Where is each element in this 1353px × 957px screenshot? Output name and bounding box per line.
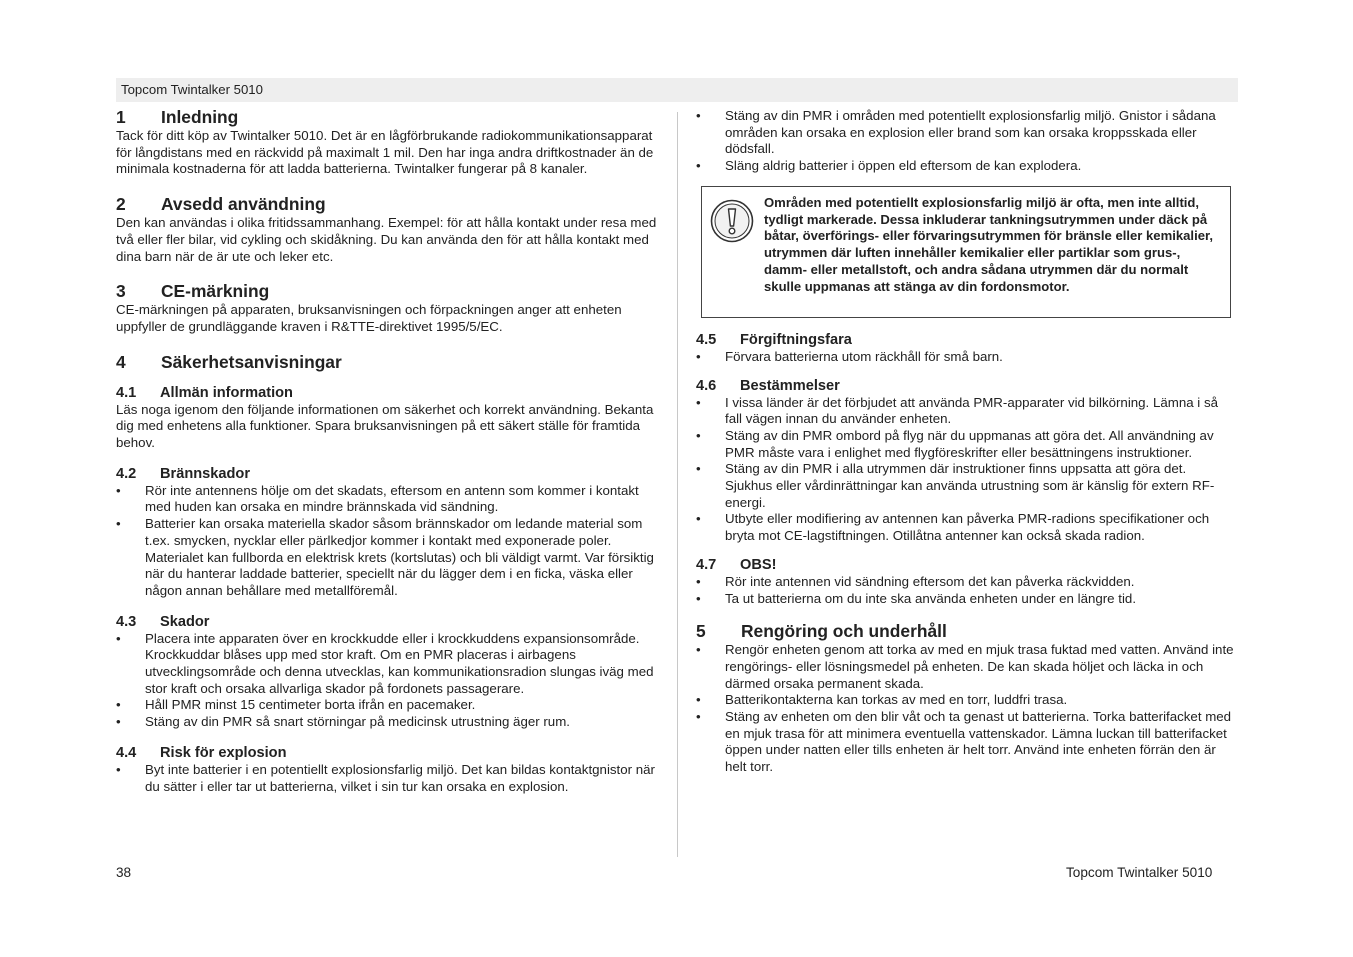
list-item: • Placera inte apparaten över en krockkudde eller i krockkuddens expansionsområde. Krockkuddar blåses upp med stor kraft. Om en PMR placeras i airbagens utvecklingsområde och denna utvecklas, kan kommunikationsradion slungas iväg med stor kraft och orsaka allvarliga skador på fordonets passagerare. — [116, 631, 661, 698]
list-item: • Batterikontakterna kan torkas av med en torr, luddfri trasa. — [696, 692, 1236, 709]
section-heading-avsedd-anvandning: 2 Avsedd användning — [116, 194, 326, 215]
subsection-heading-brannskador: 4.2 Brännskador — [116, 465, 251, 482]
subsection-heading-bestammelser: 4.6 Bestämmelser — [696, 377, 840, 394]
subsection-heading-allman-information: 4.1 Allmän information — [116, 384, 293, 401]
section-text-inledning: Tack för ditt köp av Twintalker 5010. Det är en lågförbrukande radiokommunikationsapparat för långdistans med en räckvidd på maximalt 1 mil. Den har inga andra driftkostnader än de minimala kostnaderna för att ladda batterierna. Twintalker fungerar på 8 kanaler. — [116, 128, 654, 177]
running-header — [116, 78, 1238, 102]
section-heading-sakerhetsanvisningar: 4 Säkerhetsanvisningar — [116, 351, 342, 372]
section-text-avsedd-anvandning: Den kan användas i olika fritidssammanhang. Exempel: för att hålla kontakt under resa med två eller fler bilar, vid cykling och skidåkning. Du kan använda den för att hålla kontakt med dina barn när de är ute och leker etc. — [116, 215, 657, 264]
subsection-heading-risk-for-explosion: 4.4 Risk för explosion — [116, 744, 287, 761]
list-item: • Rengör enheten genom att torka av med en mjuk trasa fuktad med vatten. Använd inte rengörings- eller lösningsmedel på enheten. De kan skada höljet och läcka in och därmed orsaka permanent skada. — [696, 642, 1236, 692]
list-item: • Batterier kan orsaka materiella skador såsom brännskador om ledande material som t.ex. smycken, nycklar eller pärlkedjor kommer i kontakt med exponerade poler. Materialet kan fullborda en elektrisk krets (kortslutas) och bli väldigt varmt. Var försiktig när du hanterar laddade batterier, speciellt när du lägger dem i en ficka, väska eller någon annan behållare med metallföremål. — [116, 516, 661, 600]
section-heading-ce-markning: 3 CE-märkning — [116, 281, 270, 302]
page-number: 38 — [116, 865, 132, 880]
list-item: • Håll PMR minst 15 centimeter borta ifrån en pacemaker. — [116, 697, 661, 714]
bullet-list-rengoring — [696, 642, 1236, 776]
bullet-list-bestammelser — [696, 395, 1236, 545]
footer-product-name: Topcom Twintalker 5010 — [1066, 865, 1213, 880]
list-item: • Stäng av din PMR så snart störningar på medicinsk utrustning äger rum. — [116, 714, 661, 731]
list-item: • Ta ut batterierna om du inte ska använda enheten under en längre tid. — [696, 591, 1236, 608]
exclamation-icon — [710, 199, 754, 243]
list-item: • Rör inte antennens hölje om det skadats, eftersom en antenn som kommer i kontakt med huden kan orsaka en mindre brännskada vid sändning. — [116, 483, 661, 516]
bullet-list-risk-for-explosion-continued — [696, 108, 1236, 175]
bullet-list-forgiftningsfara — [696, 349, 1236, 366]
subsection-heading-skador: 4.3 Skador — [116, 613, 210, 630]
warning-box — [701, 186, 1231, 318]
list-item: • Förvara batterierna utom räckhåll för små barn. — [696, 349, 1236, 366]
subsection-heading-forgiftningsfara: 4.5 Förgiftningsfara — [696, 331, 852, 348]
list-item: • Släng aldrig batterier i öppen eld eftersom de kan explodera. — [696, 158, 1236, 175]
bullet-list-brannskador — [116, 483, 661, 600]
section-heading-inledning: 1 Inledning — [116, 107, 239, 127]
bullet-list-risk-for-explosion — [116, 762, 661, 795]
list-item: • Rör inte antennen vid sändning eftersom det kan påverka räckvidden. — [696, 574, 1236, 591]
bullet-list-obs — [696, 574, 1236, 607]
list-item: • Utbyte eller modifiering av antennen kan påverka PMR-radions specifikationer och bryta mot CE-lagstiftningen. Otillåtna antenner kan också skada radion. — [696, 511, 1236, 544]
subsection-text-allman-information: Läs noga igenom den följande informationen om säkerhet och korrekt användning. Bekanta dig med enhetens alla funktioner. Spara bruksanvisningen på ett säkert ställe för framtida behov. — [116, 401, 654, 451]
list-item: • Stäng av din PMR i områden med potentiellt explosionsfarlig miljö. Gnistor i sådana områden kan orsaka en explosion eller brand som kan orsaka kroppsskada eller dödsfall. — [696, 108, 1236, 158]
right-column — [696, 108, 1236, 776]
section-heading-rengoring-och-underhall: 5 Rengöring och underhåll — [696, 621, 947, 642]
list-item: • I vissa länder är det förbjudet att använda PMR-apparater vid bilkörning. Lämna i så fall vägen innan du använder enheten. — [696, 395, 1236, 428]
section-text-ce-markning: CE-märkningen på apparaten, bruksanvisningen och förpackningen anger att enheten uppfyller de grundläggande kraven i R&TTE-direktivet 1995/5/EC. — [116, 302, 622, 334]
warning-text: Områden med potentiellt explosionsfarlig miljö är ofta, men inte alltid, tydligt markerade. Dessa inkluderar tankningsutrymmen under däck på båtar, överförings- eller förvaringsutrymmen för bränsle eller kemikalier, utrymmen där luften innehåller kemikalier eller partiklar som grus-, damm- eller metallstoft, och andra sådana utrymmen där du normalt skulle uppmanas att stänga av din fordonsmotor. — [764, 194, 1213, 294]
list-item: • Stäng av din PMR ombord på flyg när du uppmanas att göra det. All användning av PMR måste vara i enlighet med flygföreskrifter eller besättningens instruktioner. — [696, 428, 1236, 461]
column-divider — [677, 112, 678, 857]
list-item: • Stäng av din PMR i alla utrymmen där instruktioner finns uppsatta att göra det. Sjukhus eller vårdinrättningar kan använda utrustning som är känslig för extern RF-energi. — [696, 461, 1236, 511]
header-title: Topcom Twintalker 5010 — [121, 82, 263, 97]
subsection-heading-obs: 4.7 OBS! — [696, 556, 777, 573]
list-item: • Byt inte batterier i en potentiellt explosionsfarlig miljö. Det kan bildas kontaktgnistor när du sätter i eller tar ut batterierna, vilket i sin tur kan orsaka en explosion. — [116, 762, 661, 795]
bullet-list-skador — [116, 631, 661, 731]
left-column — [116, 106, 661, 795]
list-item: • Stäng av enheten om den blir våt och ta genast ut batterierna. Torka batterifacket med en mjuk trasa för att minimera eventuella vattenskador. Lämna luckan till batterifacket öppen under natten eller tills enheten är helt torr. Använd inte enheten förrän den är helt torr. — [696, 709, 1236, 776]
